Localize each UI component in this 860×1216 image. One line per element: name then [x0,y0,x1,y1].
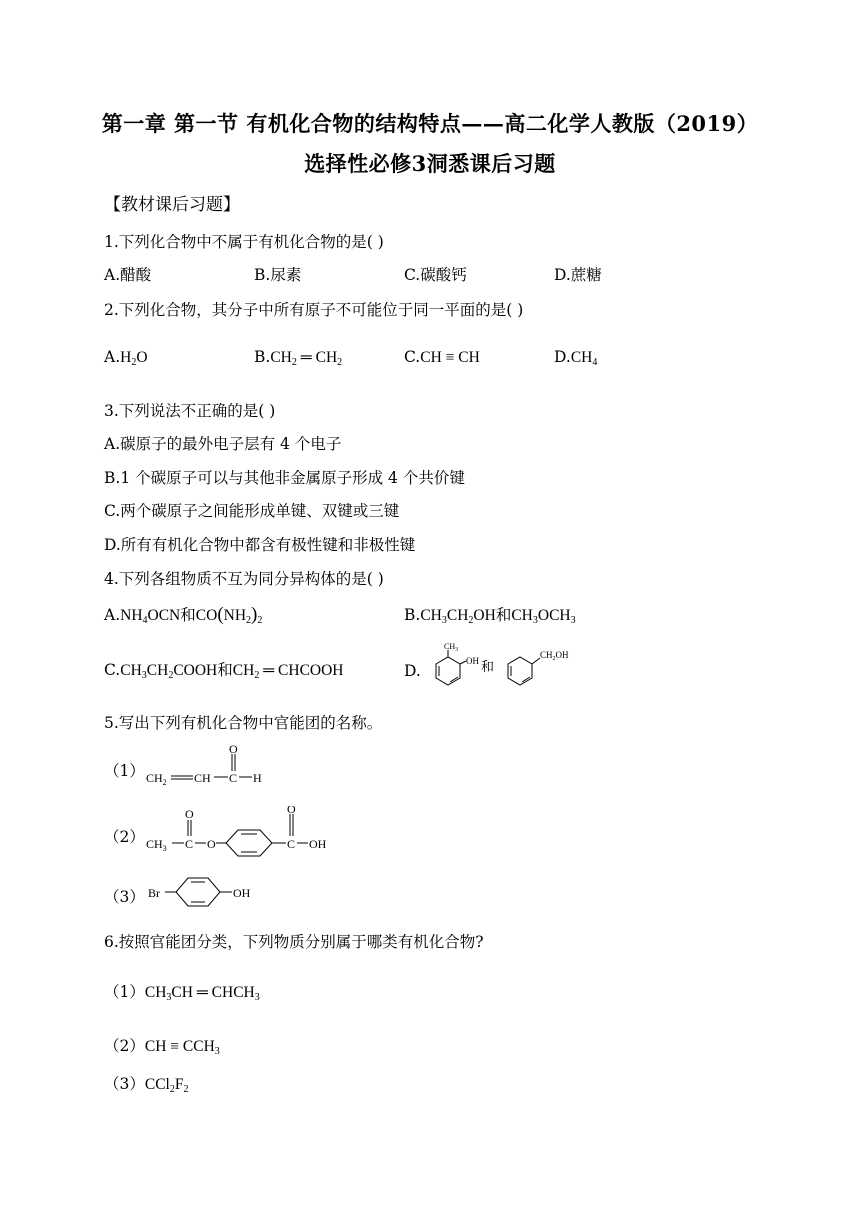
section-heading: 【教材课后习题】 [104,195,240,215]
q4-option-b-label: B. [404,606,421,624]
page-title-line-1: 第一章 第一节 有机化合物的结构特点——高二化学人教版（2019） [101,111,759,136]
q5-structure-acetoxybenzoic-acid [146,806,346,862]
q4-option-c-label: C. [104,661,121,679]
svg-text:C: C [229,771,238,785]
svg-text:CH3: $CH_3$ [444,642,459,653]
q2-option-d-label: D. [554,348,571,366]
q4-option-b [404,603,576,626]
q6-item-2 [104,1034,220,1057]
q4-and: 和 [217,661,233,679]
svg-text:CH: CH [194,771,211,785]
svg-text:CH2OH: $CH_2OH$ [540,650,569,662]
formula-h2o: $H_2O$ [120,349,148,368]
formula-acetylene: CH ≡ CH [420,349,480,366]
svg-text:Br: Br [148,886,160,900]
q4-option-a-label: A. [104,606,121,624]
q2-option-b [254,348,342,368]
q6-item-2-number: （2） [104,1037,145,1055]
q6-item-1-number: （1） [104,983,145,1001]
q4-option-c [104,658,344,681]
formula-nh4ocn: $NH_4OCN$ [120,607,181,626]
formula-propanoic-acid: $CH_3CH_2COOH$ [120,662,218,681]
q1-option-d: D.蔗糖 [554,266,602,284]
q1-option-a: A.醋酸 [104,266,152,284]
page-title-line-2: 选择性必修3洞悉课后习题 [304,151,556,176]
formula-methane: $CH_4$ [570,349,598,368]
q1-option-c: C.碳酸钙 [404,266,467,284]
q6-item-1 [104,980,260,1003]
q6-item-3 [104,1072,188,1095]
formula-acrylic-acid: $CH_2$ ═ CHCOOH [232,662,344,681]
q1-stem: 1.下列化合物中不属于有机化合物的是( ) [104,233,384,251]
q6-item-3-number: （3） [104,1075,145,1093]
q2-stem: 2.下列化合物，其分子中所有原子不可能位于同一平面的是( ) [104,301,524,319]
q2-option-a-label: A. [104,348,121,366]
svg-text:CH2: $CH_2$ [146,771,167,787]
formula-ccl2f2: $CCl_2F_2$ [144,1076,189,1095]
q5-stem: 5.写出下列有机化合物中官能团的名称。 [104,714,383,732]
q4-stem: 4.下列各组物质不互为同分异构体的是( ) [104,570,384,588]
q4-and: 和 [180,606,196,624]
svg-text:O: O [287,806,296,816]
q5-item-1-number: （1） [104,762,145,780]
formula-ethanol: $CH_3CH_2OH$ [420,607,496,626]
q4-option-d-structures [420,640,590,696]
q4-and: 和 [495,606,512,624]
q2-option-c [404,348,480,367]
q3-option-a: A.碳原子的最外电子层有 4 个电子 [104,435,342,453]
q3-option-c: C.两个碳原子之间能形成单键、双键或三键 [104,502,400,520]
q3-option-b: B.1 个碳原子可以与其他非金属原子形成 4 个共价键 [104,469,465,487]
q2-option-b-label: B. [254,348,271,366]
q3-stem: 3.下列说法不正确的是( ) [104,402,276,420]
svg-text:C: C [287,837,296,851]
q6-stem: 6.按照官能团分类，下列物质分别属于哪类有机化合物? [104,933,484,951]
formula-urea: $CO(NH_2)_2$ [195,604,263,626]
svg-text:O: O [185,807,194,821]
formula-propyne: CH ≡ $CCH_3$ [144,1038,220,1057]
q5-structure-bromophenol [146,870,266,916]
svg-text:CH3: $CH_3$ [146,837,167,853]
svg-text:OH: OH [466,656,479,666]
svg-text:OH: OH [233,886,251,900]
svg-text:H: H [253,771,262,785]
q4-option-d-label: D. [404,662,421,680]
q5-structure-acrolein [146,742,276,792]
q2-option-a [104,348,148,368]
q4-option-a [104,603,262,626]
q1-option-b: B.尿素 [254,266,302,284]
formula-dimethyl-ether: $CH_3OCH_3$ [511,607,576,626]
svg-text:O: O [207,837,216,851]
q5-item-2-number: （2） [104,828,145,846]
formula-2-butene: $CH_3CH$ ═ $CHCH_3$ [144,984,260,1003]
svg-text:C: C [185,837,194,851]
svg-text:O: O [229,742,238,756]
q3-option-d: D.所有有机化合物中都含有极性键和非极性键 [104,536,416,554]
formula-ethylene: $CH_2$ ═ $CH_2$ [270,349,343,368]
svg-text:OH: OH [309,837,327,851]
svg-text:和: 和 [481,659,495,674]
q2-option-c-label: C. [404,348,421,366]
q2-option-d [554,348,597,368]
q5-item-3-number: （3） [104,888,145,906]
